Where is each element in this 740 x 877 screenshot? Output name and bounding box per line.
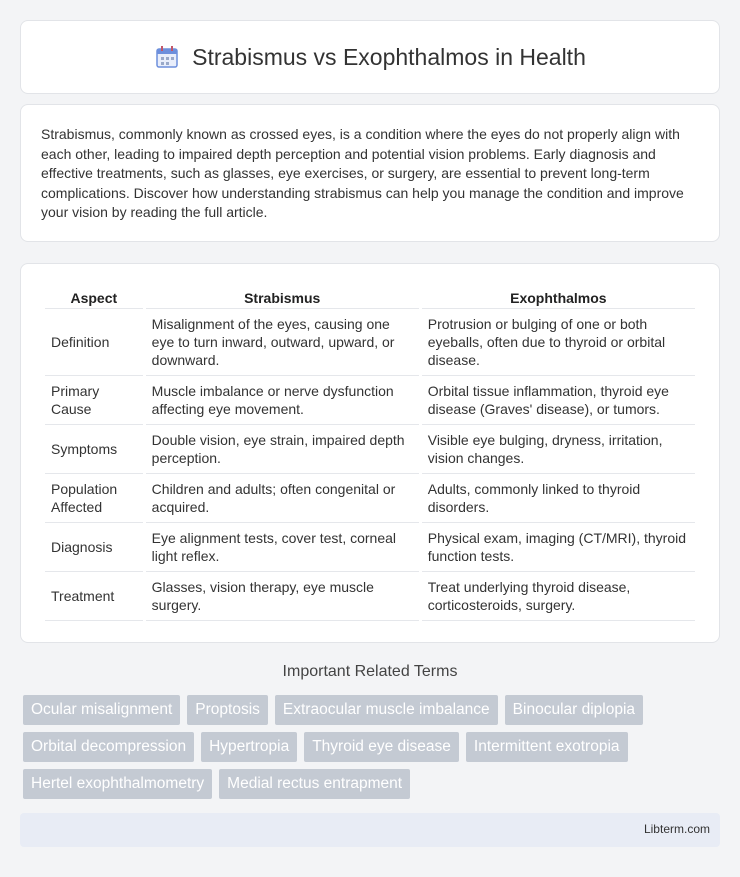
exophthalmos-cell: Orbital tissue inflammation, thyroid eye disease (Graves' disease), or tumors. xyxy=(422,376,695,425)
exophthalmos-cell: Visible eye bulging, dryness, irritation, vision changes. xyxy=(422,425,695,474)
comparison-table xyxy=(42,284,698,621)
table-row xyxy=(45,425,695,474)
footer xyxy=(20,813,720,847)
related-term-tag[interactable]: Proptosis xyxy=(187,695,268,725)
related-term-tag[interactable]: Orbital decompression xyxy=(23,732,194,762)
header-strabismus: Strabismus xyxy=(146,284,419,309)
footer-site-link[interactable]: Libterm.com xyxy=(643,822,710,836)
strabismus-cell: Misalignment of the eyes, causing one eye to turn inward, outward, upward, or downward. xyxy=(146,309,419,376)
table-row xyxy=(45,523,695,572)
table-row xyxy=(45,309,695,376)
table-row xyxy=(45,572,695,621)
exophthalmos-cell: Treat underlying thyroid disease, corticosteroids, surgery. xyxy=(422,572,695,621)
header-exophthalmos: Exophthalmos xyxy=(422,284,695,309)
strabismus-cell: Double vision, eye strain, impaired depth perception. xyxy=(146,425,419,474)
page-title: Strabismus vs Exophthalmos in Health xyxy=(192,43,586,70)
related-term-tag[interactable]: Binocular diplopia xyxy=(505,695,643,725)
related-term-tag[interactable]: Hertel exophthalmometry xyxy=(23,769,212,799)
aspect-cell: Symptoms xyxy=(45,425,143,474)
header-aspect: Aspect xyxy=(45,284,143,309)
related-term-tag[interactable]: Medial rectus entrapment xyxy=(219,769,410,799)
aspect-cell: Definition xyxy=(45,309,143,376)
table-header-row xyxy=(45,284,695,309)
intro-card xyxy=(20,104,720,242)
comparison-table-card xyxy=(20,263,720,643)
strabismus-cell: Muscle imbalance or nerve dysfunction affecting eye movement. xyxy=(146,376,419,425)
calendar-icon xyxy=(154,44,180,70)
strabismus-cell: Glasses, vision therapy, eye muscle surgery. xyxy=(146,572,419,621)
aspect-cell: Diagnosis xyxy=(45,523,143,572)
exophthalmos-cell: Physical exam, imaging (CT/MRI), thyroid function tests. xyxy=(422,523,695,572)
related-terms-title: Important Related Terms xyxy=(282,663,458,680)
related-term-tag[interactable]: Intermittent exotropia xyxy=(466,732,628,762)
related-terms-list xyxy=(23,695,723,799)
related-term-tag[interactable]: Ocular misalignment xyxy=(23,695,180,725)
exophthalmos-cell: Adults, commonly linked to thyroid disorders. xyxy=(422,474,695,523)
exophthalmos-cell: Protrusion or bulging of one or both eyeballs, often due to thyroid or orbital disease. xyxy=(422,309,695,376)
strabismus-cell: Children and adults; often congenital or acquired. xyxy=(146,474,419,523)
aspect-cell: Primary Cause xyxy=(45,376,143,425)
related-term-tag[interactable]: Hypertropia xyxy=(201,732,297,762)
table-row xyxy=(45,474,695,523)
related-term-tag[interactable]: Thyroid eye disease xyxy=(304,732,459,762)
table-row xyxy=(45,376,695,425)
aspect-cell: Treatment xyxy=(45,572,143,621)
header-card xyxy=(20,20,720,94)
related-term-tag[interactable]: Extraocular muscle imbalance xyxy=(275,695,498,725)
strabismus-cell: Eye alignment tests, cover test, corneal light reflex. xyxy=(146,523,419,572)
intro-text: Strabismus, commonly known as crossed eyes, is a condition where the eyes do not properly align with each other, leading to impaired depth perception and potential vision problems. Early diagnosis and effective treatments, such as glasses, eye exercises, or surgery, are essential to prevent long-term complications. Discover how understanding strabismus can help you manage the condition and improve your vision by reading the full article. xyxy=(41,126,684,220)
aspect-cell: Population Affected xyxy=(45,474,143,523)
